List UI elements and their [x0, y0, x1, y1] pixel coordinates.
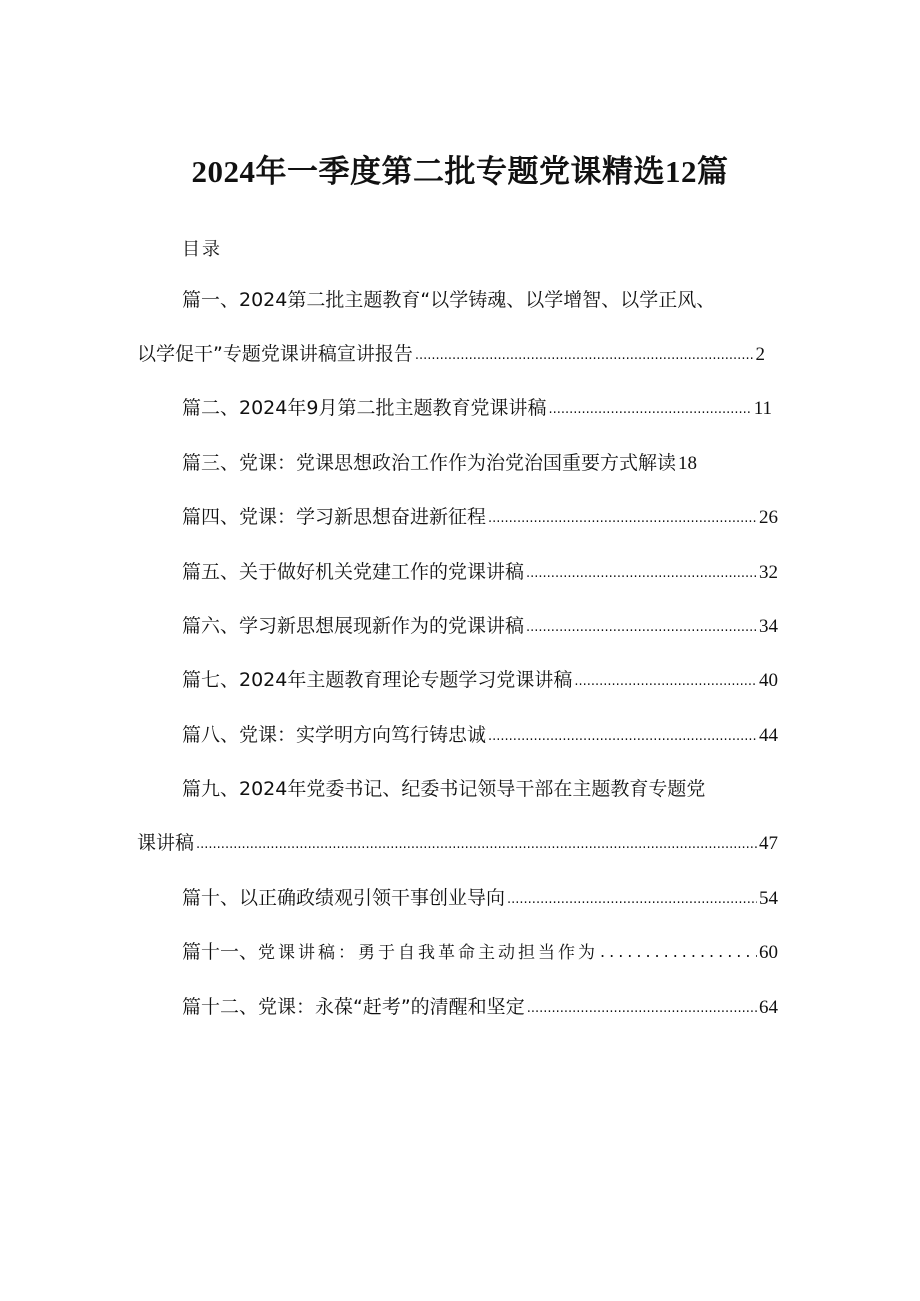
toc-leader-dots	[548, 395, 751, 422]
toc-page-number: 44	[759, 725, 778, 746]
toc-entry-prefix: 篇十一、	[182, 941, 259, 963]
toc-entry-text: 以学促干”专题党课讲稿宣讲报告	[137, 343, 413, 365]
toc-leader-dots	[507, 885, 757, 912]
toc-entry-3[interactable]	[182, 451, 742, 475]
toc-entry-text: 篇四、党课：学习新思想奋进新征程	[182, 506, 487, 528]
toc-entry-text: 篇十、以正确政绩观引领干事创业导向	[182, 887, 506, 909]
toc-entry-6[interactable]	[182, 614, 778, 638]
toc-entry-5[interactable]	[182, 560, 778, 584]
toc-entry-10[interactable]	[182, 886, 778, 910]
toc-page-number: 34	[759, 616, 778, 637]
toc-page-number: 54	[759, 888, 778, 909]
toc-entry-7[interactable]	[182, 668, 778, 692]
toc-entry-text: 篇七、2024年主题教育理论专题学习党课讲稿	[182, 669, 573, 691]
toc-page-number: 60	[759, 942, 778, 963]
toc-leader-dots	[488, 504, 757, 531]
toc-page-number: 26	[759, 507, 778, 528]
toc-entry-11[interactable]	[182, 940, 778, 964]
toc-page-number: 18	[678, 453, 698, 474]
toc-entry-4[interactable]	[182, 505, 778, 529]
toc-entry-text: 篇九、2024年党委书记、纪委书记领导干部在主题教育专题党	[182, 778, 706, 800]
toc-entry-text: 篇三、党课：党课思想政治工作作为治党治国重要方式解读	[182, 452, 677, 474]
toc-leader-dots	[526, 559, 757, 586]
toc-page-number: 2	[755, 344, 765, 365]
toc-entry-9-line1[interactable]	[182, 777, 742, 801]
toc-entry-text: 篇十二、党课：永葆“赶考”的清醒和坚定	[182, 996, 525, 1018]
toc-entry-text: 党课讲稿：勇于自我革命主动担当作为	[258, 943, 599, 963]
document-title: 2024年一季度第二批专题党课精选12篇	[191, 154, 729, 189]
toc-leader-dots	[526, 613, 757, 640]
toc-page-number: 40	[759, 670, 778, 691]
toc-leader-dots	[574, 667, 757, 694]
toc-entry-text: 篇八、党课：实学明方向笃行铸忠诚	[182, 724, 487, 746]
toc-leader-dots	[415, 341, 754, 368]
toc-leader-dots	[527, 994, 757, 1021]
toc-entry-9-line2[interactable]	[137, 831, 778, 855]
toc-entry-text: 篇二、2024年9月第二批主题教育党课讲稿	[182, 397, 547, 419]
toc-entry-12[interactable]	[182, 995, 778, 1019]
toc-label: 目录	[182, 239, 222, 260]
toc-page-number: 32	[759, 562, 778, 583]
toc-entry-text: 篇六、学习新思想展现新作为的党课讲稿	[182, 615, 525, 637]
toc-leader-dots	[488, 722, 757, 749]
toc-page-number: 11	[753, 398, 772, 419]
toc-entry-text: 篇一、2024第二批主题教育“以学铸魂、以学增智、以学正风、	[182, 289, 716, 311]
toc-page-number: 64	[759, 997, 778, 1018]
toc-entry-8[interactable]	[182, 723, 778, 747]
toc-page-number: 47	[759, 833, 778, 854]
toc-entry-1-line1[interactable]	[182, 288, 742, 312]
toc-entry-2[interactable]	[182, 396, 772, 420]
toc-leader-dots	[196, 830, 757, 857]
toc-entry-text: 篇五、关于做好机关党建工作的党课讲稿	[182, 561, 525, 583]
toc-entry-text: 课讲稿	[137, 832, 195, 854]
toc-entry-1-line2[interactable]	[137, 342, 765, 366]
toc-leader-dots	[600, 939, 757, 964]
